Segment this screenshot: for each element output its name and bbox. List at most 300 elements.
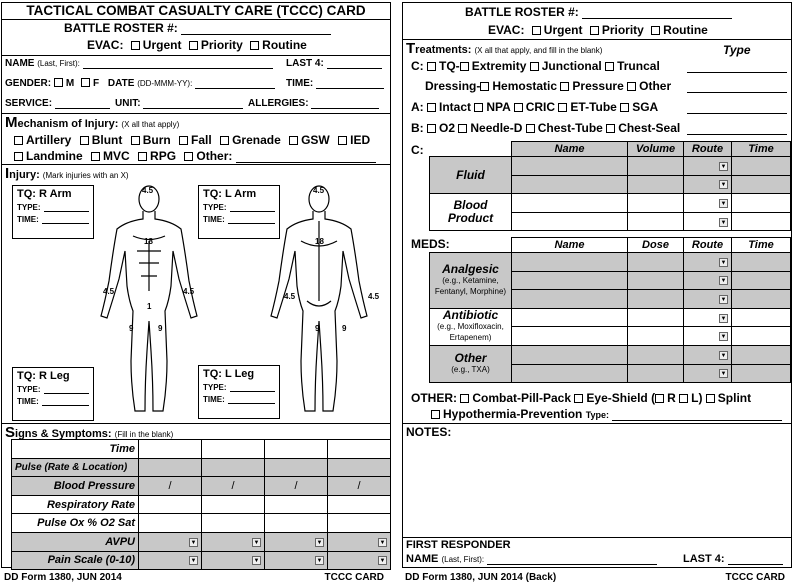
moi-other-field[interactable]: [236, 152, 376, 163]
fluid-header-time: Time: [732, 142, 791, 157]
gender-group: [5, 78, 275, 89]
hypo-type-field[interactable]: [612, 410, 782, 421]
ss-cell[interactable]: [139, 458, 202, 477]
date-hint: (DD-MMM-YY):: [137, 79, 193, 88]
tq-r-leg-label: TQ: R Leg: [17, 370, 70, 382]
battle-roster-label: BATTLE ROSTER #:: [64, 21, 178, 35]
b-row: [411, 121, 680, 135]
avpu-select[interactable]: [202, 532, 265, 551]
back-evac-routine-checkbox[interactable]: [651, 26, 660, 35]
blood-cell[interactable]: [628, 194, 684, 213]
dropdown-arrow-icon[interactable]: ▼: [316, 539, 323, 546]
evac-urgent-label: Urgent: [142, 38, 182, 52]
other-med-cell: [430, 345, 512, 382]
tq-r-arm-type-field[interactable]: [44, 203, 89, 212]
combat-pill-pack-checkbox[interactable]: [460, 394, 469, 403]
moi-blunt-label: Blunt: [91, 133, 123, 147]
fluid-cell[interactable]: [512, 175, 628, 194]
eye-l-checkbox[interactable]: [679, 394, 688, 403]
ss-row-bp: [12, 477, 391, 496]
ss-cell[interactable]: [265, 440, 328, 459]
moi-fall-checkbox[interactable]: [179, 136, 188, 145]
bp-cell[interactable]: /: [139, 477, 202, 496]
med-cell[interactable]: [512, 327, 628, 346]
notes-field[interactable]: [407, 441, 787, 533]
med-cell[interactable]: [628, 290, 684, 309]
ss-label-avpu: AVPU: [12, 532, 139, 551]
avpu-select[interactable]: [328, 532, 391, 551]
dropdown-arrow-icon[interactable]: ▼: [720, 200, 727, 207]
front-chest-percent: 18: [144, 237, 153, 246]
moi-landmine-label: Landmine: [26, 149, 83, 163]
med-cell[interactable]: [732, 290, 791, 309]
other-med-label: Other: [454, 351, 487, 366]
ss-row-resp: [12, 495, 391, 514]
fr-name-field[interactable]: [487, 554, 657, 565]
pain-select[interactable]: [328, 551, 391, 570]
first-responder-label: FIRST RESPONDER: [406, 539, 511, 551]
gender-label: GENDER:: [5, 78, 52, 89]
a-cric-checkbox[interactable]: [514, 103, 523, 112]
back-evac-urgent-checkbox[interactable]: [532, 26, 541, 35]
c-dressing-label: Dressing-: [425, 79, 481, 93]
ss-cell[interactable]: [202, 458, 265, 477]
bp-cell[interactable]: /: [202, 477, 265, 496]
meds-header-name: Name: [512, 238, 628, 253]
moi-other-label: Other:: [196, 149, 233, 163]
ss-hint: (Fill in the blank): [114, 430, 174, 439]
tq-type-label: TYPE:: [203, 383, 227, 392]
blood-cell[interactable]: [732, 194, 791, 213]
back-head-percent: 4.5: [313, 186, 325, 195]
last4-label: LAST 4:: [286, 58, 324, 69]
tq-time-label: TIME:: [17, 215, 39, 224]
c-hemostatic-label: Hemostatic: [492, 79, 558, 93]
time-field[interactable]: [316, 79, 384, 89]
name-label: NAME: [5, 58, 35, 69]
injury-title: njury:: [9, 169, 40, 181]
dropdown-arrow-icon[interactable]: ▼: [720, 219, 727, 226]
moi-row2: [14, 149, 376, 163]
route-select[interactable]: [684, 308, 732, 327]
c-pressure-label: Pressure: [572, 79, 624, 93]
dropdown-arrow-icon[interactable]: ▼: [720, 315, 727, 322]
fluid-cell[interactable]: [512, 157, 628, 176]
a-sga-checkbox[interactable]: [620, 103, 629, 112]
route-select[interactable]: [684, 253, 732, 272]
tq-r-arm-time-field[interactable]: [42, 215, 89, 224]
bp-cell[interactable]: /: [328, 477, 391, 496]
evac-label: EVAC:: [87, 38, 124, 52]
moi-row1: [14, 133, 370, 147]
tq-type-label: TYPE:: [17, 385, 41, 394]
c-dressing-row: [425, 79, 671, 93]
tq-r-leg-type-field[interactable]: [44, 385, 89, 394]
dropdown-arrow-icon[interactable]: ▼: [720, 163, 727, 170]
dropdown-arrow-icon[interactable]: ▼: [379, 539, 386, 546]
evac-priority-label: Priority: [200, 38, 243, 52]
tq-type-label: TYPE:: [203, 203, 227, 212]
service-field[interactable]: [55, 99, 110, 109]
med-cell[interactable]: [732, 345, 791, 364]
med-cell[interactable]: [628, 308, 684, 327]
evac-routine-label: Routine: [262, 38, 307, 52]
fr-name-hint: (Last, First):: [441, 555, 485, 564]
b-type-field[interactable]: [687, 123, 787, 135]
c-truncal-label: Truncal: [617, 59, 660, 73]
treat-hint: (X all that apply, and fill in the blank): [474, 46, 603, 55]
back-footer-card: TCCC CARD: [725, 572, 785, 583]
med-cell[interactable]: [628, 271, 684, 290]
ss-cell[interactable]: [202, 495, 265, 514]
fluid-cell[interactable]: [732, 157, 791, 176]
dropdown-arrow-icon[interactable]: ▼: [720, 334, 727, 341]
c-junctional-checkbox[interactable]: [530, 62, 539, 71]
ss-label-pulseox: Pulse Ox % O2 Sat: [12, 514, 139, 533]
evac-group: [87, 38, 307, 52]
a-npa-checkbox[interactable]: [474, 103, 483, 112]
blood-cell[interactable]: [628, 212, 684, 231]
unit-field[interactable]: [143, 99, 243, 109]
a-intact-checkbox[interactable]: [427, 103, 436, 112]
ss-cell[interactable]: [265, 514, 328, 533]
date-label: DATE: [107, 78, 135, 89]
fluid-label: Fluid: [430, 157, 512, 194]
c-other-label: Other: [639, 79, 672, 93]
front-left-leg-percent: 9: [158, 324, 163, 333]
ss-label-pulse: Pulse (Rate & Location): [12, 458, 139, 477]
fluid-cell[interactable]: [628, 157, 684, 176]
back-evac-group: [488, 23, 708, 37]
meds-header-route: Route: [684, 238, 732, 253]
analgesic-examples: (e.g., Ketamine, Fentanyl, Morphine): [434, 275, 507, 296]
ss-cell[interactable]: [328, 440, 391, 459]
ss-title: igns & Symptoms:: [15, 428, 112, 440]
card-title: TACTICAL COMBAT CASUALTY CARE (TCCC) CARD: [26, 3, 366, 18]
ss-initial: S: [5, 424, 16, 441]
antibiotic-cell: [430, 308, 512, 345]
pain-select[interactable]: [202, 551, 265, 570]
ss-row-pulse: [12, 458, 391, 477]
dropdown-arrow-icon[interactable]: ▼: [720, 278, 727, 285]
front-footer-card: TCCC CARD: [324, 572, 384, 583]
type-header: Type: [723, 43, 751, 57]
tq-type-label: TYPE:: [17, 203, 41, 212]
service-label: SERVICE:: [5, 98, 53, 109]
ss-cell[interactable]: [139, 495, 202, 514]
other-row: OTHER: Combat-Pill-Pack Eye-Shield ( R L) Splint: [411, 391, 752, 405]
back-battle-roster-field[interactable]: [582, 7, 732, 19]
med-cell[interactable]: [628, 364, 684, 383]
unit-label: UNIT:: [115, 98, 141, 109]
c-extremity-label: Extremity: [471, 59, 527, 73]
c-extremity-checkbox[interactable]: [460, 62, 469, 71]
route-select[interactable]: [684, 175, 732, 194]
moi-grenade-checkbox[interactable]: [220, 136, 229, 145]
b-chest-tube-label: Chest-Tube: [537, 121, 603, 135]
hypothermia-checkbox[interactable]: [431, 410, 440, 419]
blood-cell[interactable]: [512, 194, 628, 213]
meds-header-time: Time: [732, 238, 791, 253]
front-card: [1, 2, 391, 583]
fluid-cell[interactable]: [732, 175, 791, 194]
fr-last4-field[interactable]: [728, 554, 783, 565]
combat-pill-pack-label: Combat-Pill-Pack: [472, 391, 572, 405]
med-cell[interactable]: [512, 345, 628, 364]
c-dressing-type-field[interactable]: [687, 81, 787, 93]
moi-hint: (X all that apply): [121, 120, 180, 129]
back-evac-routine-label: Routine: [663, 23, 708, 37]
med-cell[interactable]: [512, 290, 628, 309]
tq-r-arm-box: [12, 185, 94, 239]
med-cell[interactable]: [732, 253, 791, 272]
b-chest-seal-label: Chest-Seal: [618, 121, 681, 135]
ss-row-pain: [12, 551, 391, 570]
meds-table: [429, 237, 791, 383]
moi-landmine-checkbox[interactable]: [14, 152, 23, 161]
front-left-arm-percent: 4.5: [183, 287, 195, 296]
other-med-examples: (e.g., TXA): [451, 365, 490, 375]
moi-heading: [5, 114, 179, 131]
med-cell[interactable]: [628, 327, 684, 346]
route-select[interactable]: [684, 364, 732, 383]
avpu-select[interactable]: [265, 532, 328, 551]
eye-r-label: R: [667, 391, 676, 405]
a-intact-label: Intact: [439, 100, 472, 114]
tq-l-arm-label: TQ: L Arm: [203, 188, 257, 200]
c-other-checkbox[interactable]: [627, 82, 636, 91]
route-select[interactable]: [684, 194, 732, 213]
b-needle-checkbox[interactable]: [458, 124, 467, 133]
c-tq-type-field[interactable]: [687, 61, 787, 73]
date-field[interactable]: [195, 79, 275, 89]
body-front-figure: [101, 186, 197, 411]
route-select[interactable]: [684, 212, 732, 231]
b-needle-label: Needle-D: [470, 121, 523, 135]
back-right-leg-percent: 9: [342, 324, 347, 333]
moi-ied-checkbox[interactable]: [338, 136, 347, 145]
a-npa-label: NPA: [486, 100, 511, 114]
antibiotic-label: Antibiotic: [442, 308, 499, 323]
ss-cell[interactable]: [202, 440, 265, 459]
b-chest-tube-checkbox[interactable]: [526, 124, 535, 133]
a-sga-label: SGA: [632, 100, 659, 114]
moi-title: echanism of Injury:: [17, 118, 119, 130]
allergies-label: ALLERGIES:: [248, 98, 309, 109]
moi-artillery-checkbox[interactable]: [14, 136, 23, 145]
a-cric-label: CRIC: [525, 100, 556, 114]
fluid-header-route: Route: [684, 142, 732, 157]
pain-select[interactable]: [265, 551, 328, 570]
body-diagram[interactable]: [87, 181, 387, 421]
med-cell[interactable]: [628, 345, 684, 364]
fr-name-label: NAME: [406, 553, 439, 565]
tq-time-label: TIME:: [17, 397, 39, 406]
moi-other-checkbox[interactable]: [184, 152, 193, 161]
blood-cell[interactable]: [512, 212, 628, 231]
c-tq-row: [411, 59, 660, 73]
gender-f-checkbox[interactable]: [81, 78, 90, 87]
back-evac-label: EVAC:: [488, 23, 525, 37]
dropdown-arrow-icon[interactable]: ▼: [720, 371, 727, 378]
med-cell[interactable]: [732, 364, 791, 383]
fluid-header-name: Name: [512, 142, 628, 157]
injury-heading: [5, 165, 129, 182]
med-cell[interactable]: [732, 271, 791, 290]
moi-mvc-checkbox[interactable]: [91, 152, 100, 161]
med-cell[interactable]: [512, 253, 628, 272]
time-label: TIME:: [286, 78, 314, 89]
ss-row-pulseox: [12, 514, 391, 533]
dropdown-arrow-icon[interactable]: ▼: [720, 259, 727, 266]
back-card: [402, 2, 792, 583]
c-junctional-label: Junctional: [541, 59, 602, 73]
gender-m-label: M: [65, 78, 75, 89]
ss-cell[interactable]: [328, 458, 391, 477]
name-hint: (Last, First):: [37, 59, 80, 68]
antibiotic-examples: (e.g., Moxifloxacin, Ertapenem): [437, 322, 504, 343]
ss-cell[interactable]: [139, 440, 202, 459]
med-cell[interactable]: [732, 327, 791, 346]
back-footer-form: DD Form 1380, JUN 2014 (Back): [405, 572, 557, 583]
a-et-tube-checkbox[interactable]: [558, 103, 567, 112]
c-truncal-checkbox[interactable]: [605, 62, 614, 71]
tq-r-leg-box: [12, 367, 94, 421]
blood-product-label: Blood Product: [430, 194, 512, 231]
signs-symptoms-table: [11, 439, 391, 570]
ss-row-time: [12, 440, 391, 459]
dropdown-arrow-icon[interactable]: ▼: [316, 558, 323, 565]
route-select[interactable]: [684, 290, 732, 309]
ss-cell[interactable]: [265, 495, 328, 514]
moi-rpg-checkbox[interactable]: [138, 152, 147, 161]
treat-initial: T: [406, 40, 416, 57]
tq-time-label: TIME:: [203, 215, 225, 224]
dropdown-arrow-icon[interactable]: ▼: [190, 558, 197, 565]
pain-select[interactable]: [139, 551, 202, 570]
dropdown-arrow-icon[interactable]: ▼: [253, 539, 260, 546]
c-tq-label: TQ-: [439, 59, 460, 73]
a-et-tube-label: ET-Tube: [570, 100, 617, 114]
battle-roster-field[interactable]: [181, 23, 331, 35]
ss-label-resp: Respiratory Rate: [12, 495, 139, 514]
eye-r-checkbox[interactable]: [655, 394, 664, 403]
ss-cell[interactable]: [202, 514, 265, 533]
eye-shield-label: Eye-Shield: [586, 391, 648, 405]
moi-gsw-checkbox[interactable]: [289, 136, 298, 145]
ss-label-bp: Blood Pressure: [12, 477, 139, 496]
route-select[interactable]: [684, 271, 732, 290]
med-cell[interactable]: [512, 308, 628, 327]
b-o2-checkbox[interactable]: [427, 124, 436, 133]
moi-initial: M: [5, 114, 18, 131]
hypo-row: [431, 407, 782, 421]
treat-title: reatments:: [415, 44, 472, 56]
avpu-select[interactable]: [139, 532, 202, 551]
moi-burn-label: Burn: [142, 133, 171, 147]
b-chest-seal-checkbox[interactable]: [606, 124, 615, 133]
injury-initial: I: [5, 165, 10, 182]
route-select[interactable]: [684, 345, 732, 364]
back-chest-percent: 18: [315, 237, 324, 246]
evac-priority-checkbox[interactable]: [189, 41, 198, 50]
a-row: [411, 100, 658, 114]
other-label: OTHER:: [411, 391, 457, 405]
treatments-heading: [406, 40, 602, 57]
a-label: A:: [411, 100, 424, 114]
ss-cell[interactable]: [265, 458, 328, 477]
gender-m-checkbox[interactable]: [54, 78, 63, 87]
moi-blunt-checkbox[interactable]: [80, 136, 89, 145]
dropdown-arrow-icon[interactable]: ▼: [720, 352, 727, 359]
dropdown-arrow-icon[interactable]: ▼: [720, 182, 727, 189]
hypothermia-label: Hypothermia-Prevention: [443, 407, 583, 421]
fr-last4-label: LAST 4:: [683, 553, 725, 565]
c2-label: C:: [411, 143, 424, 157]
med-cell[interactable]: [628, 253, 684, 272]
back-left-arm-percent: 4.5: [284, 292, 296, 301]
injury-hint: (Mark injuries with an X): [42, 171, 129, 180]
front-footer-form: DD Form 1380, JUN 2014: [4, 572, 122, 583]
c-pressure-checkbox[interactable]: [560, 82, 569, 91]
fluid-table: [429, 141, 791, 231]
fluid-cell[interactable]: [628, 175, 684, 194]
dropdown-arrow-icon[interactable]: ▼: [190, 539, 197, 546]
back-evac-priority-checkbox[interactable]: [590, 26, 599, 35]
b-label: B:: [411, 121, 424, 135]
analgesic-label: Analgesic: [442, 261, 499, 276]
dropdown-arrow-icon[interactable]: ▼: [720, 296, 727, 303]
tq-r-arm-label: TQ: R Arm: [17, 188, 72, 200]
med-cell[interactable]: [512, 271, 628, 290]
moi-burn-checkbox[interactable]: [131, 136, 140, 145]
med-cell[interactable]: [512, 364, 628, 383]
dropdown-arrow-icon[interactable]: ▼: [379, 558, 386, 565]
c-tq-checkbox[interactable]: [427, 62, 436, 71]
evac-routine-checkbox[interactable]: [250, 41, 259, 50]
gender-f-label: F: [93, 78, 100, 89]
ss-cell[interactable]: [328, 495, 391, 514]
ss-label-time: Time: [12, 440, 139, 459]
name-field[interactable]: [83, 59, 273, 69]
blood-cell[interactable]: [732, 212, 791, 231]
route-select[interactable]: [684, 327, 732, 346]
allergies-field[interactable]: [311, 99, 379, 109]
tq-r-leg-time-field[interactable]: [42, 397, 89, 406]
bp-cell[interactable]: /: [265, 477, 328, 496]
back-evac-priority-label: Priority: [601, 23, 644, 37]
route-select[interactable]: [684, 157, 732, 176]
ss-label-pain: Pain Scale (0-10): [12, 551, 139, 570]
back-evac-urgent-label: Urgent: [543, 23, 583, 37]
tq-time-label: TIME:: [203, 395, 225, 404]
hypo-type-label: Type:: [585, 410, 610, 420]
dropdown-arrow-icon[interactable]: ▼: [253, 558, 260, 565]
splint-checkbox[interactable]: [706, 394, 715, 403]
front-groin-percent: 1: [147, 302, 152, 311]
moi-gsw-label: GSW: [301, 133, 330, 147]
c-hemostatic-checkbox[interactable]: [480, 82, 489, 91]
eye-shield-checkbox[interactable]: [574, 394, 583, 403]
tq-l-leg-label: TQ: L Leg: [203, 368, 255, 380]
evac-urgent-checkbox[interactable]: [131, 41, 140, 50]
last4-field[interactable]: [327, 59, 382, 69]
a-type-field[interactable]: [687, 102, 787, 114]
med-cell[interactable]: [732, 308, 791, 327]
ss-cell[interactable]: [139, 514, 202, 533]
ss-cell[interactable]: [328, 514, 391, 533]
eye-l-label: L: [691, 391, 699, 405]
